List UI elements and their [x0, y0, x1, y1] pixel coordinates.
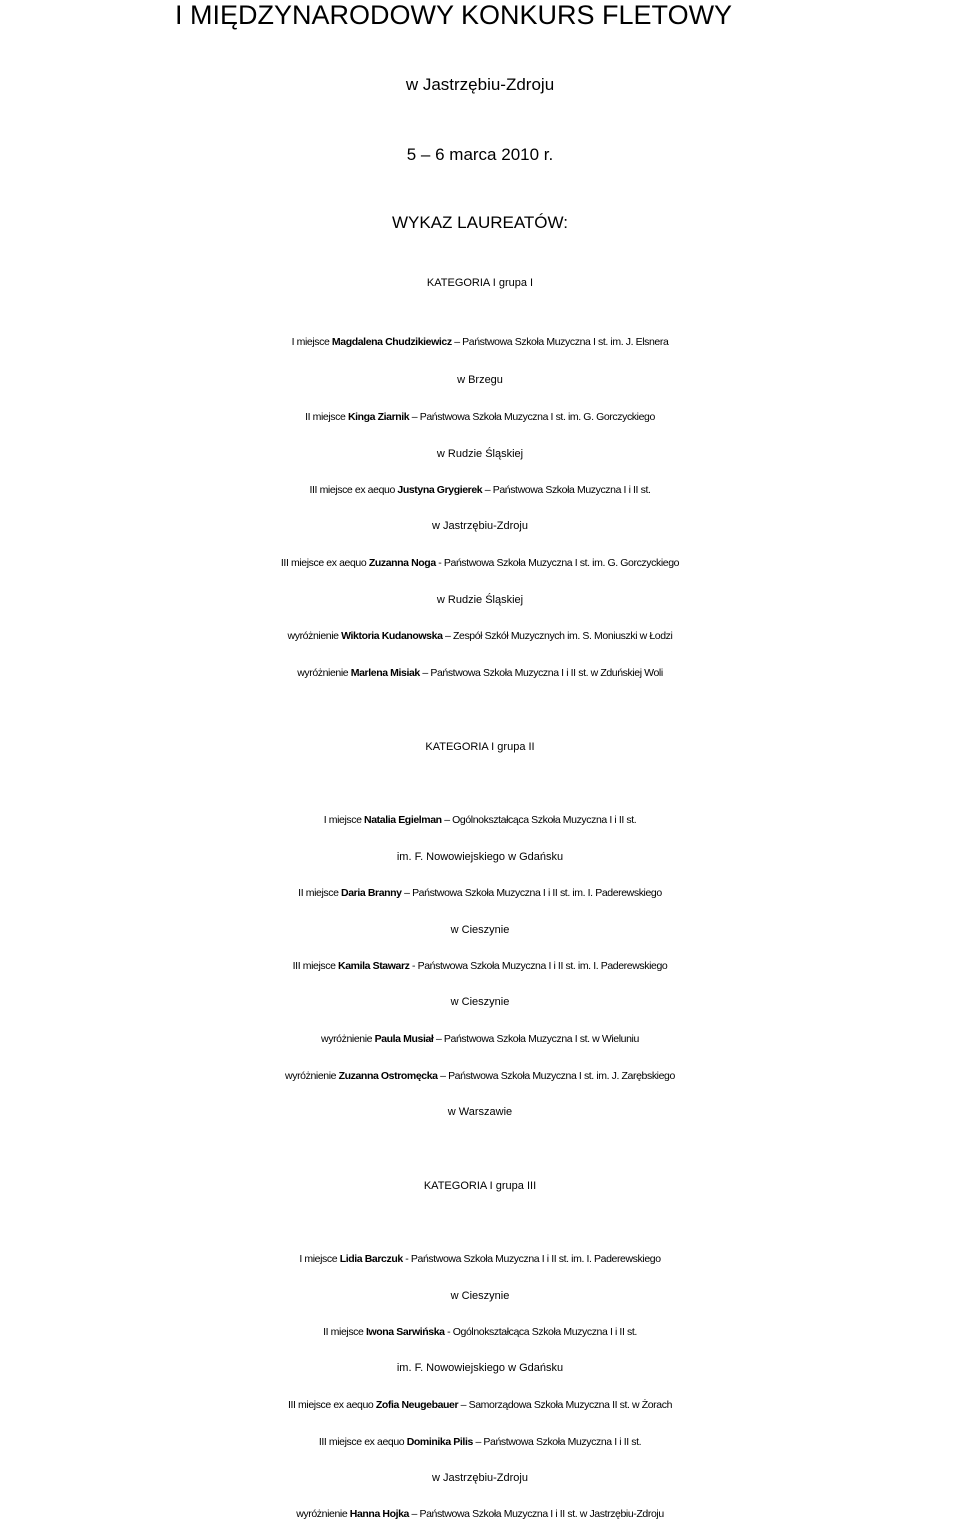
- laureate-line: w Cieszynie: [450, 996, 510, 1008]
- laureate-line: III miejsce Kamila Stawarz - Państwowa Szkoła Muzyczna I i II st. im. I. Paderewskiego: [292, 960, 668, 972]
- laureate-line: III miejsce ex aequo Zuzanna Noga - Państwowa Szkoła Muzyczna I st. im. G. Gorczyckiego: [280, 557, 680, 569]
- laureate-line: w Rudzie Śląskiej: [436, 594, 524, 606]
- laureate-line: w Warszawie: [447, 1106, 513, 1118]
- laureate-line: I miejsce Magdalena Chudzikiewicz – Państwowa Szkoła Muzyczna I st. im. J. Elsnera: [291, 336, 669, 348]
- laureate-line: II miejsce Iwona Sarwińska - Ogólnokształcąca Szkoła Muzyczna I i II st.: [323, 1326, 637, 1338]
- laureate-line: w Jastrzębiu-Zdroju: [432, 520, 528, 532]
- laureate-line: w Cieszynie: [450, 1290, 510, 1302]
- category-heading: KATEGORIA I grupa III: [423, 1180, 537, 1192]
- laureate-line: wyróżnienie Hanna Hojka – Państwowa Szkoła Muzyczna I i II st. w Jastrzębiu-Zdroju: [296, 1508, 664, 1520]
- laureate-line: III miejsce ex aequo Justyna Grygierek – Państwowa Szkoła Muzyczna I i II st.: [309, 484, 651, 496]
- document-heading: WYKAZ LAUREATÓW:: [391, 213, 568, 232]
- laureate-line: w Rudzie Śląskiej: [436, 448, 524, 460]
- laureate-line: wyróżnienie Zuzanna Ostromęcka – Państwowa Szkoła Muzyczna I st. im. J. Zarębskiego: [285, 1070, 675, 1082]
- laureate-line: I miejsce Natalia Egielman – Ogólnokształcąca Szkoła Muzyczna I i II st.: [323, 814, 637, 826]
- laureate-line: im. F. Nowowiejskiego w Gdańsku: [396, 851, 564, 863]
- laureate-line: III miejsce ex aequo Dominika Pilis – Państwowa Szkoła Muzyczna I i II st.: [318, 1436, 642, 1448]
- laureate-line: w Cieszynie: [450, 924, 510, 936]
- laureate-line: w Jastrzębiu-Zdroju: [432, 1472, 528, 1484]
- laureate-line: wyróżnienie Wiktoria Kudanowska – Zespół Szkół Muzycznych im. S. Moniuszki w Łodzi: [287, 630, 673, 642]
- laureate-line: w Brzegu: [457, 374, 503, 386]
- document-title: I MIĘDZYNARODOWY KONKURS FLETOWY: [175, 0, 733, 30]
- laureate-line: I miejsce Lidia Barczuk - Państwowa Szkoła Muzyczna I i II st. im. I. Paderewskiego: [299, 1253, 661, 1265]
- document-city: w Jastrzębiu-Zdroju: [405, 75, 555, 94]
- laureate-line: II miejsce Kinga Ziarnik – Państwowa Szkoła Muzyczna I st. im. G. Gorczyckiego: [305, 411, 655, 423]
- category-heading: KATEGORIA I grupa I: [426, 277, 534, 289]
- laureate-line: wyróżnienie Paula Musiał – Państwowa Szkoła Muzyczna I st. w Wieluniu: [321, 1033, 639, 1045]
- document-date: 5 – 6 marca 2010 r.: [406, 145, 554, 164]
- laureate-line: wyróżnienie Marlena Misiak – Państwowa Szkoła Muzyczna I i II st. w Zduńskiej Woli: [297, 667, 663, 679]
- laureate-line: III miejsce ex aequo Zofia Neugebauer – Samorządowa Szkoła Muzyczna II st. w Żorach: [287, 1399, 673, 1411]
- laureate-line: im. F. Nowowiejskiego w Gdańsku: [396, 1362, 564, 1374]
- laureate-line: II miejsce Daria Branny – Państwowa Szkoła Muzyczna I i II st. im. I. Paderewskiego: [298, 887, 662, 899]
- category-heading: KATEGORIA I grupa II: [425, 741, 535, 753]
